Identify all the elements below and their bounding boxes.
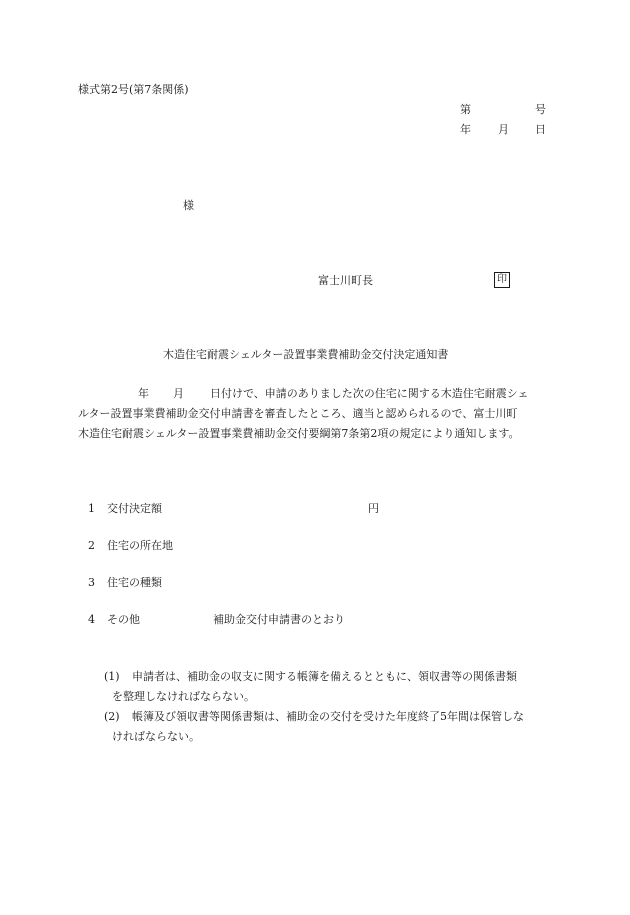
body-line-2: ルター設置事業費補助金交付申請書を審査したところ、適当と認められるので、富士川町 bbox=[78, 407, 518, 420]
item-2-label: 住宅の所在地 bbox=[107, 539, 173, 552]
item-4-value: 補助金交付申請書のとおり bbox=[213, 613, 345, 626]
date-day: 日 bbox=[535, 123, 546, 136]
item-1-value: 円 bbox=[368, 502, 379, 515]
date-month: 月 bbox=[498, 123, 509, 136]
recipient-honorific: 様 bbox=[183, 199, 194, 212]
note-2-num: (2) bbox=[104, 710, 120, 723]
body-line-1: 日付けで、申請のありました次の住宅に関する木造住宅耐震シェ bbox=[210, 387, 529, 400]
issuer-seal bbox=[494, 272, 510, 288]
item-4-label: その他 bbox=[107, 613, 140, 626]
document-title: 木造住宅耐震シェルター設置事業費補助金交付決定通知書 bbox=[163, 348, 449, 361]
item-1-num: 1 bbox=[88, 502, 95, 515]
item-4-num: 4 bbox=[88, 613, 95, 626]
doc-number-suffix: 号 bbox=[535, 103, 546, 116]
seal-mark: 印 bbox=[494, 272, 510, 288]
body-month: 月 bbox=[173, 387, 184, 400]
item-3-label: 住宅の種類 bbox=[107, 576, 162, 589]
item-2-num: 2 bbox=[88, 539, 95, 552]
date-year: 年 bbox=[460, 123, 471, 136]
note-2-line-2: ければならない。 bbox=[112, 730, 200, 743]
issuer-title: 富士川町長 bbox=[318, 274, 373, 287]
item-1-label: 交付決定額 bbox=[107, 502, 162, 515]
item-3-num: 3 bbox=[88, 576, 95, 589]
doc-number-prefix: 第 bbox=[460, 103, 471, 116]
body-year: 年 bbox=[138, 387, 149, 400]
note-2-line-1: 帳簿及び領収書等関係書類は、補助金の交付を受けた年度終了5年間は保管しな bbox=[132, 710, 524, 723]
note-1-line-2: を整理しなければならない。 bbox=[112, 690, 255, 703]
body-line-3: 木造住宅耐震シェルター設置事業費補助金交付要綱第7条第2項の規定により通知します。 bbox=[78, 427, 520, 440]
note-1-num: (1) bbox=[104, 670, 120, 683]
form-number: 様式第2号(第7条関係) bbox=[78, 83, 189, 96]
note-1-line-1: 申請者は、補助金の収支に関する帳簿を備えるとともに、領収書等の関係書類 bbox=[132, 670, 517, 683]
